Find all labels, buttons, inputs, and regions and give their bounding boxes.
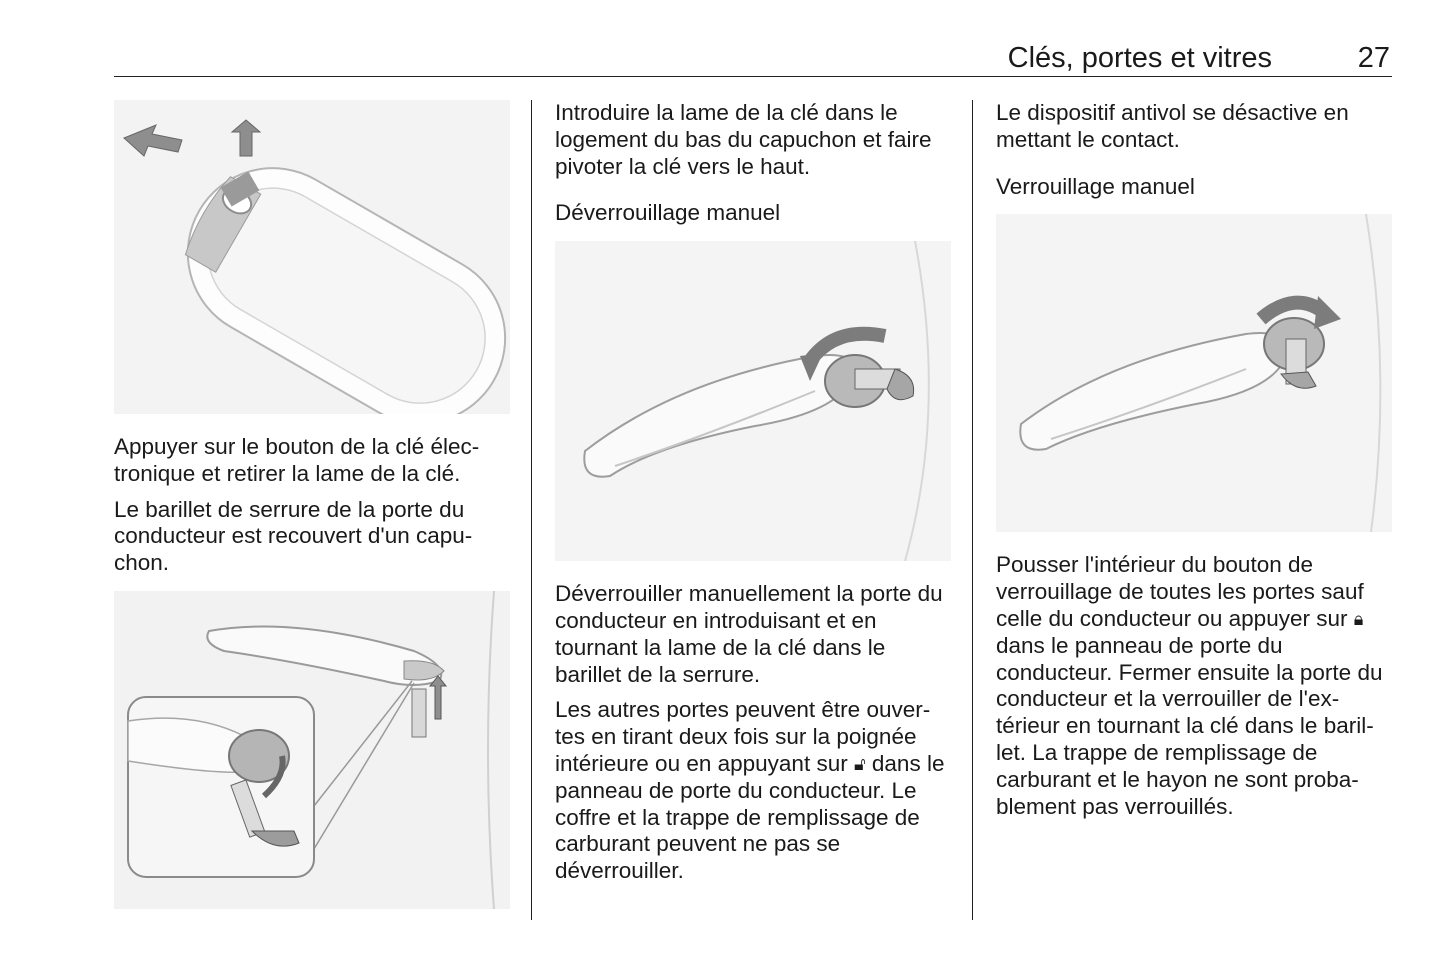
paragraph-text: Les autres portes peuvent être ouver-tes en tirant deux fois sur la poignée intérieure ou en appuyant sur <box>555 697 931 776</box>
paragraph: Introduire la lame de la clé dans le logement du bas du capuchon et faire pivoter la clé vers le haut. <box>555 100 932 179</box>
column-2 <box>555 100 951 894</box>
paragraph-text: dans le panneau de porte du conducteur. Le coffre et la trappe de remplissage de carburant peuvent ne pas se déverrouiller. <box>555 750 945 884</box>
lock-icon: 🔒︎ <box>1353 608 1364 629</box>
figure-manual-lock <box>996 214 1392 532</box>
paragraph: Le dispositif antivol se désactive en mettant le contact. <box>996 100 1349 152</box>
page-header <box>114 38 1392 77</box>
unlock-icon: 🔓︎ <box>853 753 866 774</box>
column-divider <box>531 100 532 920</box>
paragraph: Appuyer sur le bouton de la clé élec-tronique et retirer la lame de la clé. <box>114 434 480 486</box>
figure-door-handle-cap <box>114 591 510 909</box>
section-heading: Déverrouillage manuel <box>555 200 781 226</box>
paragraph <box>555 697 951 885</box>
column-divider <box>972 100 973 920</box>
paragraph: Déverrouiller manuellement la porte du conducteur en introduisant et en tournant la lame de la clé dans le barillet de la serrure. <box>555 581 943 687</box>
column-3 <box>996 100 1392 829</box>
column-1 <box>114 100 510 909</box>
figure-manual-unlock <box>555 241 951 561</box>
section-title: Clés, portes et vitres <box>1007 42 1272 74</box>
figure-key-fob <box>114 100 510 414</box>
paragraph-text: Pousser l'intérieur du bouton de verrouillage de toutes les portes sauf celle du conducteur ou appuyer sur <box>996 552 1364 631</box>
paragraph <box>996 552 1392 820</box>
paragraph-text: dans le panneau de porte du conducteur. Fermer ensuite la porte du conducteur et la verrouiller de l'ex-térieur en tournant la clé dans le baril-let. La trappe de remplissage de carburant et le hayon ne sont proba-blement pas verrouillés. <box>996 632 1383 819</box>
paragraph: Le barillet de serrure de la porte du conducteur est recouvert d'un capu-chon. <box>114 496 473 576</box>
section-heading: Verrouillage manuel <box>996 173 1195 199</box>
page-number: 27 <box>1357 42 1390 74</box>
